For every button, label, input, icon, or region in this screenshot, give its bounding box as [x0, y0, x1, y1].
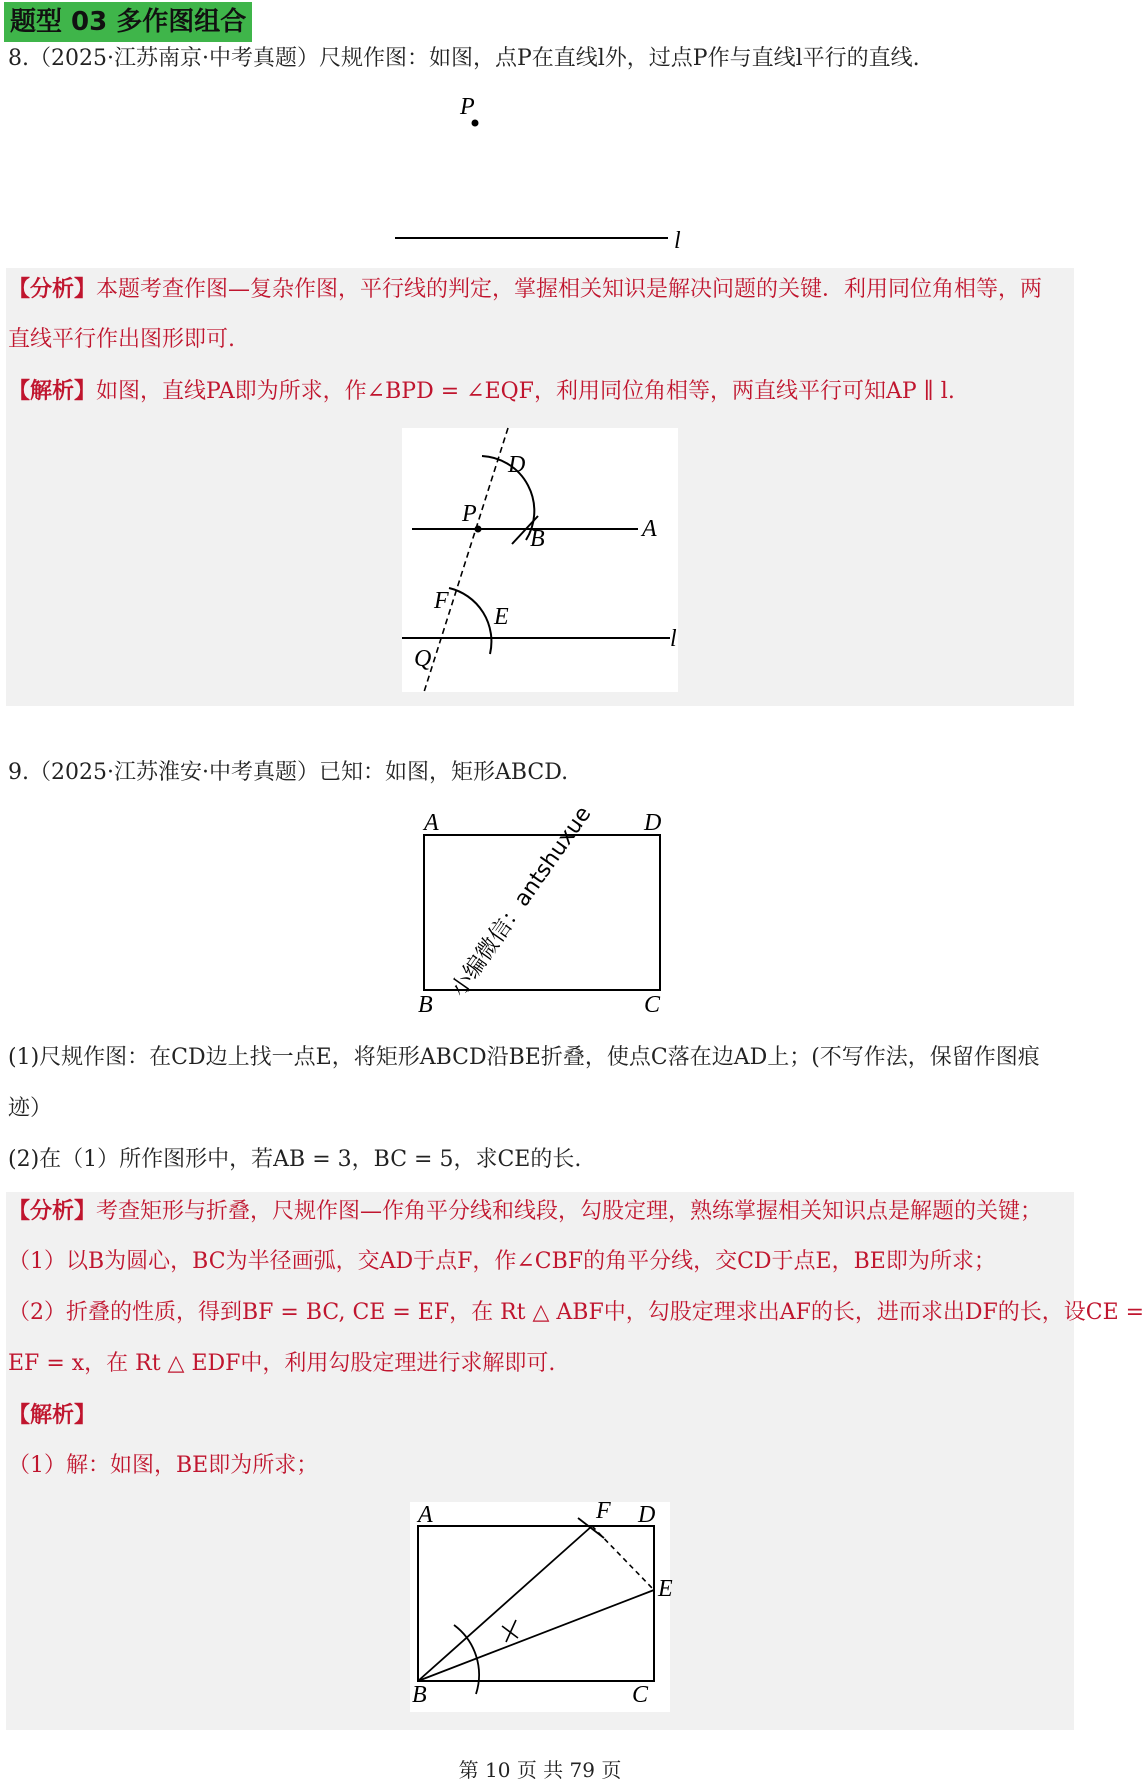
q8-label-p: P [462, 501, 477, 527]
q8-point-label: P [460, 94, 475, 120]
q9-segment-bf [418, 1526, 592, 1681]
q9-label-b: B [418, 992, 433, 1018]
q9-segment-be [418, 1590, 654, 1681]
section-heading: 题型 03 多作图组合 [4, 2, 252, 42]
q9-sol-label-c: C [632, 1682, 649, 1708]
q9-analysis-line3: （2）折叠的性质，得到BF = BC, CE = EF，在 Rt △ ABF中，勾股定理求出AF的长，进而求出DF的长，设CE = [8, 1300, 1144, 1325]
q9-analysis-text1: 考查矩形与折叠，尺规作图—作角平分线和线段，勾股定理，熟练掌握相关知识点是解题的关键； [96, 1199, 1043, 1224]
q9-label-d: D [644, 810, 662, 836]
q8-question: 8.（2025·江苏南京·中考真题）尺规作图：如图，点P在直线l外，过点P作与直线l平行的直线. [8, 46, 920, 71]
q9-analysis-line1 [8, 1196, 1042, 1227]
q8-label-f: F [434, 588, 449, 614]
q8-transversal [424, 428, 508, 692]
q9-bisector-marks [502, 1620, 518, 1642]
q9-part1-line2: 迹） [8, 1096, 53, 1121]
q8-label-e: E [494, 604, 509, 630]
q9-part2: (2)在（1）所作图形中，若AB = 3，BC = 5，求CE的长. [8, 1147, 582, 1172]
q9-sol-label-e: E [658, 1576, 673, 1602]
q9-solution-figure [410, 1498, 673, 1712]
q8-analysis-line2: 直线平行作出图形即可. [8, 327, 235, 352]
q8-solution-text: 如图，直线PA即为所求，作∠BPD = ∠EQF，利用同位角相等，两直线平行可知AP ∥ l. [96, 379, 955, 404]
q8-figure [0, 80, 1080, 260]
q8-analysis-text1: 本题考查作图—复杂作图，平行线的判定，掌握相关知识是解决问题的关键．利用同位角相等，两 [96, 277, 1043, 302]
q8-analysis-tag: 【分析】 [8, 276, 97, 302]
q8-solution-figure [402, 428, 678, 692]
q8-label-q: Q [414, 646, 432, 672]
q9-analysis-line2: （1）以B为圆心，BC为半径画弧，交AD于点F，作∠CBF的角平分线，交CD于点E，BE即为所求； [8, 1249, 996, 1274]
q9-sol-label-a: A [418, 1502, 433, 1528]
q8-solution-line [8, 376, 955, 407]
q8-label-b: B [530, 526, 545, 552]
q9-analysis-line4: EF = x，在 Rt △ EDF中，利用勾股定理进行求解即可. [8, 1351, 556, 1376]
q9-sol-label-f: F [596, 1498, 611, 1524]
q9-question: 9.（2025·江苏淮安·中考真题）已知：如图，矩形ABCD. [8, 760, 569, 785]
q8-label-a: A [642, 516, 657, 542]
q8-analysis-line1 [8, 274, 1042, 305]
q9-sol-label-d: D [638, 1502, 656, 1528]
page-footer: 第 10 页 共 79 页 [458, 1758, 622, 1782]
q8-label-d: D [508, 452, 526, 478]
q8-solution-tag: 【解析】 [8, 378, 97, 404]
q9-label-a: A [424, 810, 439, 836]
q8-arc-lower [449, 588, 491, 654]
q9-solution-line1: （1）解：如图，BE即为所求； [8, 1453, 319, 1478]
q9-label-c: C [644, 992, 661, 1018]
q9-part1-line1: (1)尺规作图：在CD边上找一点E，将矩形ABCD沿BE折叠，使点C落在边AD上；(不写作法，保留作图痕 [8, 1045, 1040, 1070]
q8-label-l: l [670, 626, 677, 652]
q9-sol-label-b: B [412, 1682, 427, 1708]
watermark: 小编微信：antshuxue [446, 802, 597, 1002]
q9-solution-tag: 【解析】 [8, 1402, 97, 1428]
q9-analysis-tag: 【分析】 [8, 1198, 97, 1224]
q9-figure [400, 800, 700, 1025]
q8-line-label: l [674, 228, 681, 254]
q8-point-p [472, 120, 479, 127]
